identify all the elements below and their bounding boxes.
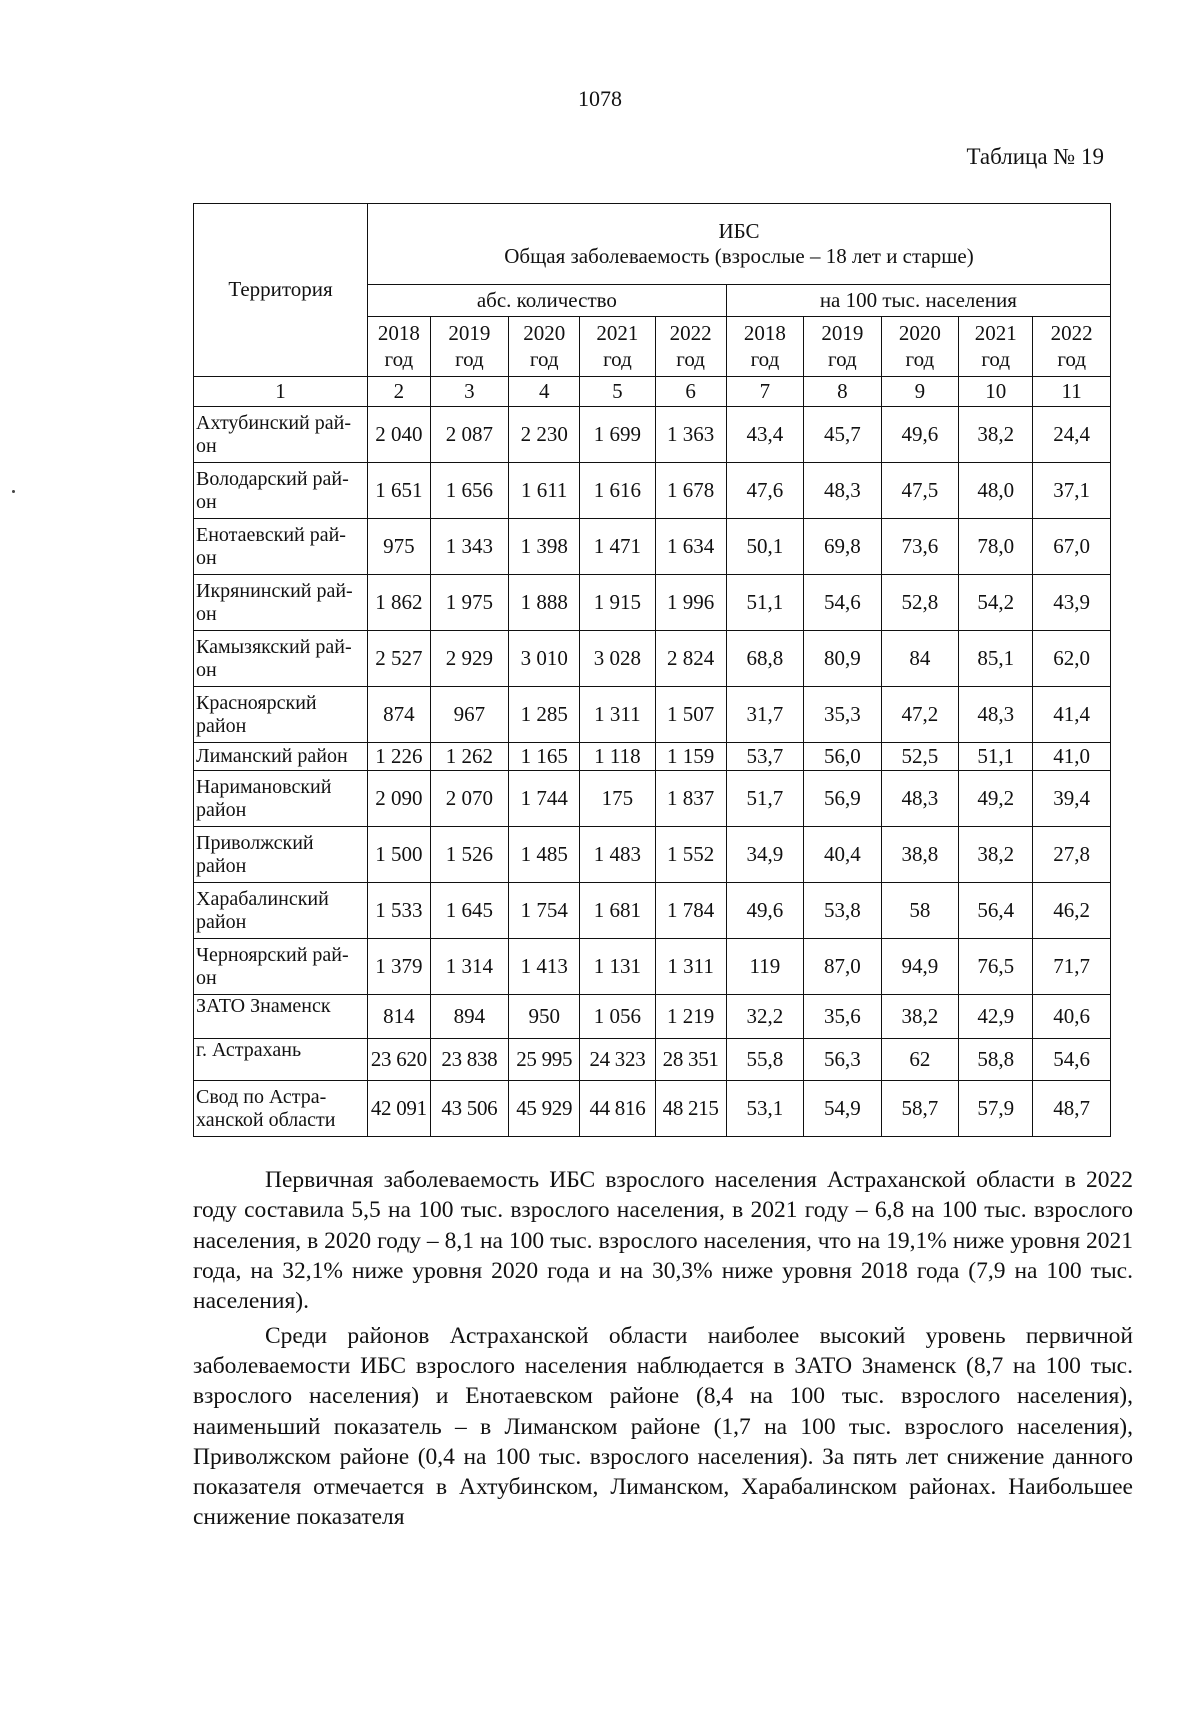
table-cell: 1 226 [368,743,431,771]
table-cell: 1 285 [509,687,580,743]
table-cell: 62,0 [1033,631,1111,687]
table-cell: 47,2 [881,687,958,743]
table-cell: 1 699 [580,407,655,463]
table-cell: 1 681 [580,883,655,939]
table-cell: 814 [368,995,431,1039]
year-header: 2020 год [881,317,958,377]
table-cell: 71,7 [1033,939,1111,995]
territory-name: Харабалинский район [194,883,368,939]
table-cell: 43,9 [1033,575,1111,631]
column-number: 2 [368,377,431,407]
table-cell: 41,0 [1033,743,1111,771]
table-cell: 1 645 [430,883,509,939]
table-cell: 48,3 [804,463,881,519]
table-cell: 1 056 [580,995,655,1039]
column-number: 1 [194,377,368,407]
table-cell: 48,3 [959,687,1033,743]
table-cell: 28 351 [655,1039,726,1081]
table-cell: 38,2 [959,827,1033,883]
indicator-header [368,204,1111,285]
column-number: 4 [509,377,580,407]
year-header: 2019 год [430,317,509,377]
territory-name: Свод по Астра-ханской области [194,1081,368,1137]
table-cell: 2 527 [368,631,431,687]
territory-name: Лиманский район [194,743,368,771]
table-cell: 42,9 [959,995,1033,1039]
table-cell: 27,8 [1033,827,1111,883]
table-cell: 2 090 [368,771,431,827]
table-cell: 56,0 [804,743,881,771]
morbidity-table [193,203,1111,1137]
table-cell: 1 915 [580,575,655,631]
table-cell: 35,3 [804,687,881,743]
column-number: 8 [804,377,881,407]
table-cell: 2 230 [509,407,580,463]
table-cell: 1 888 [509,575,580,631]
table-cell: 38,2 [959,407,1033,463]
table-cell: 56,3 [804,1039,881,1081]
table-cell: 54,9 [804,1081,881,1137]
table-cell: 56,4 [959,883,1033,939]
table-cell: 975 [368,519,431,575]
table-cell: 32,2 [726,995,803,1039]
table-row [194,1039,1111,1081]
table-row [194,743,1111,771]
table-cell: 51,7 [726,771,803,827]
table-cell: 1 656 [430,463,509,519]
table-cell: 1 837 [655,771,726,827]
table-cell: 48,3 [881,771,958,827]
table-cell: 45 929 [509,1081,580,1137]
table-cell: 58 [881,883,958,939]
table-cell: 87,0 [804,939,881,995]
table-cell: 53,1 [726,1081,803,1137]
table-cell: 94,9 [881,939,958,995]
table-cell: 1 754 [509,883,580,939]
year-header: 2021 год [580,317,655,377]
table-cell: 23 838 [430,1039,509,1081]
table-cell: 54,6 [804,575,881,631]
year-header: 2022 год [1033,317,1111,377]
table-cell: 1 526 [430,827,509,883]
group-header-abs: абс. количество [368,285,727,317]
table-cell: 48,7 [1033,1081,1111,1137]
territory-name: Наримановский район [194,771,368,827]
table-cell: 46,2 [1033,883,1111,939]
table-cell: 39,4 [1033,771,1111,827]
territory-name: г. Астрахань [194,1039,368,1081]
table-cell: 1 413 [509,939,580,995]
column-number: 5 [580,377,655,407]
table-cell: 52,8 [881,575,958,631]
year-header: 2022 год [655,317,726,377]
table-cell: 35,6 [804,995,881,1039]
table-row [194,883,1111,939]
table-row [194,519,1111,575]
table-cell: 1 379 [368,939,431,995]
table-cell: 45,7 [804,407,881,463]
table-cell: 38,8 [881,827,958,883]
territory-name: ЗАТО Знаменск [194,995,368,1039]
column-number: 6 [655,377,726,407]
table-cell: 58,8 [959,1039,1033,1081]
table-cell: 34,9 [726,827,803,883]
table-cell: 2 824 [655,631,726,687]
indicator-description: Общая заболеваемость (взрослые – 18 лет и старше) [504,244,974,268]
table-row [194,771,1111,827]
column-number-row [194,377,1111,407]
table-cell: 1 485 [509,827,580,883]
table-cell: 1 363 [655,407,726,463]
paragraph: Первичная заболеваемость ИБС взрослого населения Астраханской области в 2022 году составила 5,5 на 100 тыс. взрослого населения, в 2021 году – 6,8 на 100 тыс. взрослого населения, в 2020 году – 8,1 на 100 тыс. взрослого населения, что на 19,1% ниже уровня 2021 года, на 32,1% ниже уровня 2020 года и на 30,3% ниже уровня 2018 года (7,9 на 100 тыс. населения). [193,1167,1133,1315]
table-cell: 76,5 [959,939,1033,995]
table-cell: 2 929 [430,631,509,687]
table-cell: 25 995 [509,1039,580,1081]
table-cell: 43,4 [726,407,803,463]
table-cell: 1 483 [580,827,655,883]
paragraph: Среди районов Астраханской области наиболее высокий уровень первичной заболеваемости ИБС взрослого населения наблюдается в ЗАТО Знаменск (8,7 на 100 тыс. взрослого населения) и Енотаевском районе (8,4 на 100 тыс. взрослого населения), наименьший показатель – в Лиманском районе (1,7 на 100 тыс. взрослого населения), Приволжском районе (0,4 на 100 тыс. взрослого населения). За пять лет снижение данного показателя отмечается в Ахтубинском, Лиманском, Харабалинском районах. Наибольшее снижение показателя [193,1322,1133,1531]
column-number: 3 [430,377,509,407]
table-cell: 52,5 [881,743,958,771]
table-cell: 1 343 [430,519,509,575]
table-cell: 53,8 [804,883,881,939]
table-cell: 894 [430,995,509,1039]
table-cell: 967 [430,687,509,743]
table-cell: 1 862 [368,575,431,631]
table-cell: 1 996 [655,575,726,631]
column-number: 11 [1033,377,1111,407]
table-cell: 1 262 [430,743,509,771]
table-cell: 67,0 [1033,519,1111,575]
table-row [194,827,1111,883]
table-cell: 56,9 [804,771,881,827]
table-cell: 40,4 [804,827,881,883]
table-cell: 23 620 [368,1039,431,1081]
table-cell: 44 816 [580,1081,655,1137]
table-body [194,407,1111,1137]
page-number: 1078 [578,86,622,111]
table-cell: 47,6 [726,463,803,519]
year-header: 2018 год [726,317,803,377]
table-cell: 40,6 [1033,995,1111,1039]
table-cell: 42 091 [368,1081,431,1137]
table-cell: 950 [509,995,580,1039]
column-number: 10 [959,377,1033,407]
table-cell: 1 784 [655,883,726,939]
table-cell: 78,0 [959,519,1033,575]
table-cell: 47,5 [881,463,958,519]
table-cell: 31,7 [726,687,803,743]
table-cell: 1 634 [655,519,726,575]
table-cell: 53,7 [726,743,803,771]
year-header: 2019 год [804,317,881,377]
table-cell: 55,8 [726,1039,803,1081]
group-header-per100k: на 100 тыс. населения [726,285,1110,317]
table-cell: 1 611 [509,463,580,519]
table-cell: 1 131 [580,939,655,995]
body-text [193,1165,1133,1537]
territory-name: Приволжский район [194,827,368,883]
table-cell: 1 552 [655,827,726,883]
table-row [194,939,1111,995]
table-cell: 1 500 [368,827,431,883]
territory-name: Володарский рай-он [194,463,368,519]
table-cell: 1 314 [430,939,509,995]
table-cell: 1 311 [655,939,726,995]
territory-name: Енотаевский рай-он [194,519,368,575]
table-cell: 51,1 [726,575,803,631]
table-cell: 84 [881,631,958,687]
table-cell: 1 744 [509,771,580,827]
table-cell: 1 616 [580,463,655,519]
table-label: Таблица № 19 [966,144,1104,169]
territory-name: Ахтубинский рай-он [194,407,368,463]
table-cell: 3 010 [509,631,580,687]
indicator-name: ИБС [718,218,760,243]
territory-name: Красноярский район [194,687,368,743]
table-row [194,995,1111,1039]
territory-header: Территория [194,204,368,377]
table-cell: 1 159 [655,743,726,771]
table-cell: 119 [726,939,803,995]
table-row [194,463,1111,519]
table-cell: 50,1 [726,519,803,575]
table-cell: 38,2 [881,995,958,1039]
table-cell: 80,9 [804,631,881,687]
table-cell: 49,2 [959,771,1033,827]
table-cell: 54,2 [959,575,1033,631]
table-cell: 1 471 [580,519,655,575]
year-header: 2020 год [509,317,580,377]
table-cell: 85,1 [959,631,1033,687]
table-cell: 68,8 [726,631,803,687]
table-cell: 1 651 [368,463,431,519]
territory-name: Камызякский рай-он [194,631,368,687]
table-cell: 51,1 [959,743,1033,771]
territory-name: Икрянинский рай-он [194,575,368,631]
table-cell: 49,6 [726,883,803,939]
year-header: 2021 год [959,317,1033,377]
table-row [194,407,1111,463]
table-cell: 48 215 [655,1081,726,1137]
table-row [194,575,1111,631]
table-cell: 41,4 [1033,687,1111,743]
table-cell: 49,6 [881,407,958,463]
table-cell: 1 219 [655,995,726,1039]
table-cell: 1 533 [368,883,431,939]
table-cell: 2 087 [430,407,509,463]
year-header: 2018 год [368,317,431,377]
table-cell: 1 311 [580,687,655,743]
table-cell: 43 506 [430,1081,509,1137]
table-cell: 54,6 [1033,1039,1111,1081]
table-cell: 2 040 [368,407,431,463]
territory-name: Черноярский рай-он [194,939,368,995]
table-cell: 1 118 [580,743,655,771]
scan-speck [12,490,15,493]
table-cell: 1 507 [655,687,726,743]
table-cell: 1 678 [655,463,726,519]
table-row [194,1081,1111,1137]
table-cell: 874 [368,687,431,743]
table-cell: 175 [580,771,655,827]
table-cell: 48,0 [959,463,1033,519]
table-cell: 69,8 [804,519,881,575]
table-row [194,687,1111,743]
table-cell: 24 323 [580,1039,655,1081]
column-number: 9 [881,377,958,407]
table-cell: 2 070 [430,771,509,827]
table-cell: 3 028 [580,631,655,687]
table-cell: 58,7 [881,1081,958,1137]
table-cell: 73,6 [881,519,958,575]
table-cell: 57,9 [959,1081,1033,1137]
table-cell: 1 975 [430,575,509,631]
table-cell: 1 398 [509,519,580,575]
table-cell: 37,1 [1033,463,1111,519]
column-number: 7 [726,377,803,407]
table-row [194,631,1111,687]
table-cell: 24,4 [1033,407,1111,463]
table-cell: 62 [881,1039,958,1081]
table-cell: 1 165 [509,743,580,771]
